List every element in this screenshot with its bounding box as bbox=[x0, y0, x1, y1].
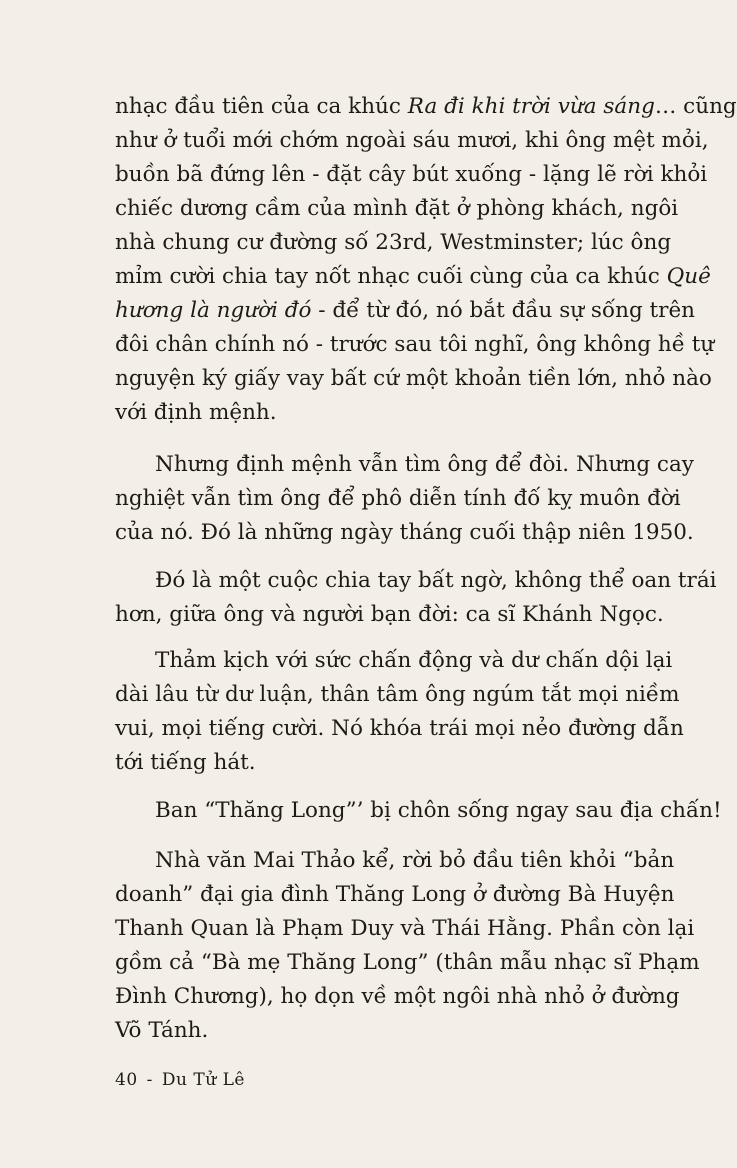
text-line: tới tiếng hát. bbox=[115, 750, 256, 775]
text-line: Đó là một cuộc chia tay bất ngờ, không thể oan trái bbox=[155, 568, 717, 593]
text-line: nguyện ký giấy vay bất cứ một khoản tiền lớn, nhỏ nào bbox=[115, 366, 712, 391]
text-line: với định mệnh. bbox=[115, 400, 277, 425]
text-line: nghiệt vẫn tìm ông để phô diễn tính đố kỵ muôn đời bbox=[115, 486, 681, 511]
text-line: Nhà văn Mai Thảo kể, rời bỏ đầu tiên khỏi “bản bbox=[155, 848, 675, 873]
text-line: gồm cả “Bà mẹ Thăng Long” (thân mẫu nhạc sĩ Phạm bbox=[115, 950, 700, 975]
text-line: đôi chân chính nó - trước sau tôi nghĩ, ông không hề tự bbox=[115, 332, 715, 357]
text-line: Võ Tánh. bbox=[115, 1018, 209, 1043]
text-line: hương là người đó - để từ đó, nó bắt đầu sự sống trên bbox=[115, 298, 696, 323]
text-line: của nó. Đó là những ngày tháng cuối thập niên 1950. bbox=[115, 520, 694, 545]
author-name: Du Tử Lê bbox=[161, 1070, 245, 1090]
text-line: Đình Chương), họ dọn về một ngôi nhà nhỏ ở đường bbox=[115, 984, 680, 1009]
text-line: nhạc đầu tiên của ca khúc Ra đi khi trời vừa sáng… cũng bbox=[115, 94, 737, 119]
text-line: Ban “Thăng Long”’ bị chôn sống ngay sau địa chấn! bbox=[155, 798, 722, 823]
text-line: như ở tuổi mới chớm ngoài sáu mươi, khi ông mệt mỏi, bbox=[115, 128, 709, 153]
text-line: doanh” đại gia đình Thăng Long ở đường Bà Huyện bbox=[115, 882, 675, 907]
page-footer bbox=[115, 1068, 245, 1092]
text-line: hơn, giữa ông và người bạn đời: ca sĩ Khánh Ngọc. bbox=[115, 602, 664, 627]
text-line: Thanh Quan là Phạm Duy và Thái Hằng. Phần còn lại bbox=[115, 916, 695, 941]
text-line: vui, mọi tiếng cười. Nó khóa trái mọi nẻo đường dẫn bbox=[115, 716, 684, 741]
footer-separator: - bbox=[146, 1070, 153, 1090]
text-line: dài lâu từ dư luận, thân tâm ông ngúm tắt mọi niềm bbox=[115, 682, 680, 707]
text-line: nhà chung cư đường số 23rd, Westminster; lúc ông bbox=[115, 230, 672, 255]
text-line: mỉm cười chia tay nốt nhạc cuối cùng của ca khúc Quê bbox=[115, 264, 711, 289]
text-line: Nhưng định mệnh vẫn tìm ông để đòi. Nhưng cay bbox=[155, 452, 694, 477]
page-number: 40 bbox=[115, 1070, 138, 1090]
text-line: Thảm kịch với sức chấn động và dư chấn dội lại bbox=[155, 648, 673, 673]
text-line: buồn bã đứng lên - đặt cây bút xuống - lặng lẽ rời khỏi bbox=[115, 162, 708, 187]
text-line: chiếc dương cầm của mình đặt ở phòng khách, ngôi bbox=[115, 196, 679, 221]
